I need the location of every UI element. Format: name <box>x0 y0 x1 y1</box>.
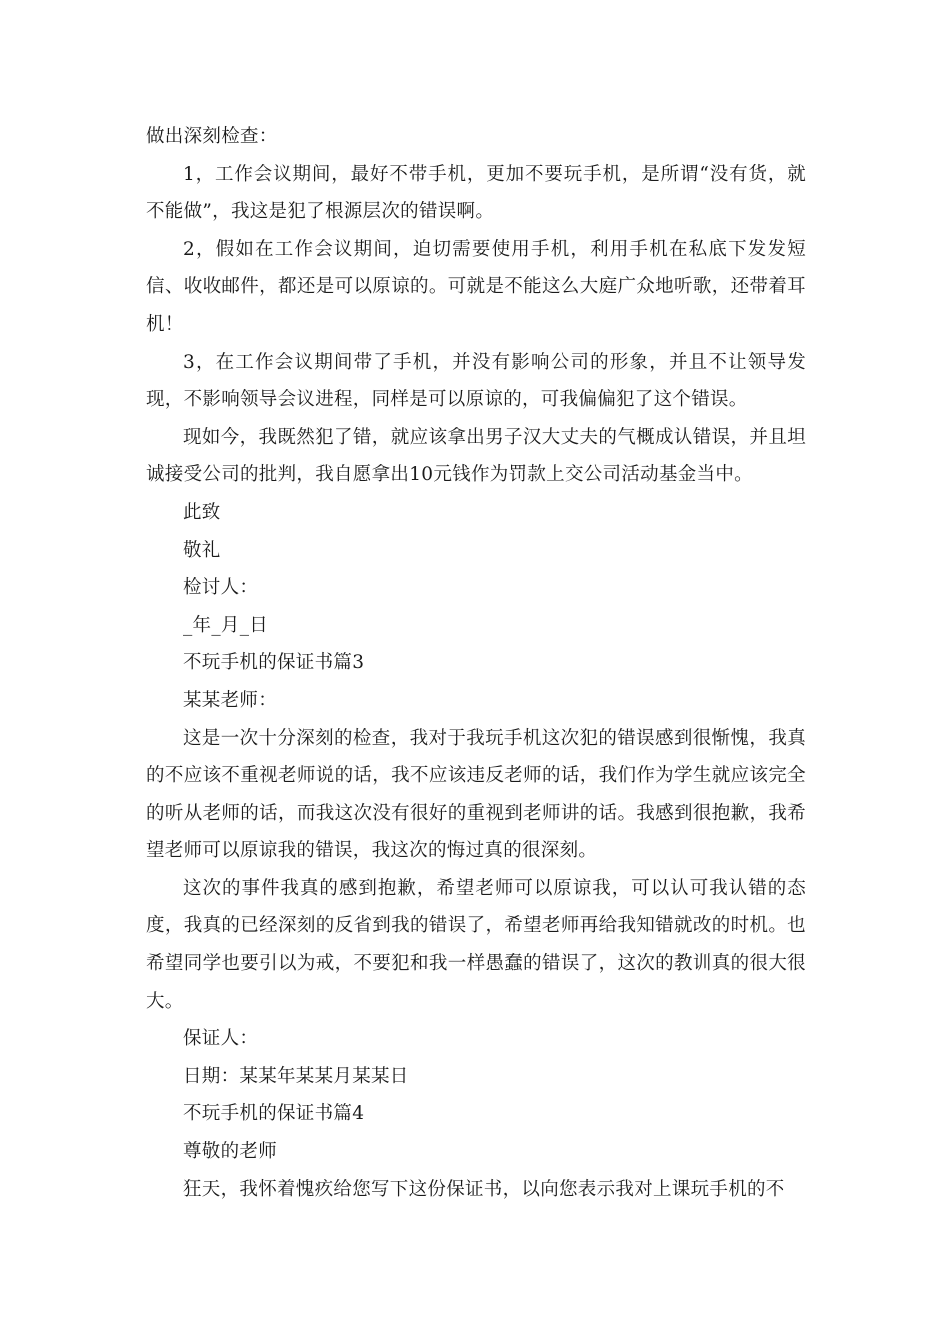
paragraph-point-3: 3，在工作会议期间带了手机，并没有影响公司的形象，并且不让领导发现，不影响领导会议进程，同样是可以原谅的，可我偏偏犯了这个错误。 <box>146 351 806 411</box>
section-heading-4: 不玩手机的保证书篇4 <box>183 1103 365 1125</box>
date-line: 日期：某某年某某月某某日 <box>183 1065 409 1087</box>
paragraph-conclusion: 现如今，我既然犯了错，就应该拿出男子汉大丈夫的气概成认错误，并且坦诚接受公司的批判，我自愿拿出10元钱作为罚款上交公司活动基金当中。 <box>146 426 806 486</box>
signature-label: 检讨人： <box>183 577 259 599</box>
closing-salutation: 此致 <box>183 501 221 523</box>
date-placeholder: _年_月_日 <box>183 614 269 636</box>
document-body <box>146 118 806 1208</box>
paragraph-point-1: 1，工作会议期间，最好不带手机，更加不要玩手机，是所谓“没有货，就不能做”，我这是犯了根源层次的错误啊。 <box>146 163 806 223</box>
greeting-teacher: 某某老师： <box>183 689 278 711</box>
section-heading-3: 不玩手机的保证书篇3 <box>183 652 365 674</box>
paragraph-apology-1: 这是一次十分深刻的检查，我对于我玩手机这次犯的错误感到很惭愧，我真的不应该不重视老师说的话，我不应该违反老师的话，我们作为学生就应该完全的听从老师的话，而我这次没有很好的重视到老师讲的话。我感到很抱歉，我希望老师可以原谅我的错误，我这次的悔过真的很深刻。 <box>146 727 806 862</box>
paragraph-apology-2: 这次的事件我真的感到抱歉，希望老师可以原谅我，可以认可我认错的态度，我真的已经深刻的反省到我的错误了，希望老师再给我知错就改的时机。也希望同学也要引以为戒，不要犯和我一样愚蠢的错误了，这次的教训真的很大很大。 <box>146 877 806 1012</box>
paragraph-opening: 狂天，我怀着愧疚给您写下这份保证书，以向您表示我对上课玩手机的不 <box>183 1178 785 1200</box>
paragraph-point-2: 2，假如在工作会议期间，迫切需要使用手机，利用手机在私底下发发短信、收收邮件，都还是可以原谅的。可就是不能这么大庭广众地听歌，还带着耳机！ <box>146 238 806 335</box>
paragraph-intro: 做出深刻检查： <box>146 126 278 147</box>
guarantor-label: 保证人： <box>183 1028 259 1050</box>
greeting-respected-teacher: 尊敬的老师 <box>183 1141 278 1163</box>
closing-regards: 敬礼 <box>183 539 221 561</box>
